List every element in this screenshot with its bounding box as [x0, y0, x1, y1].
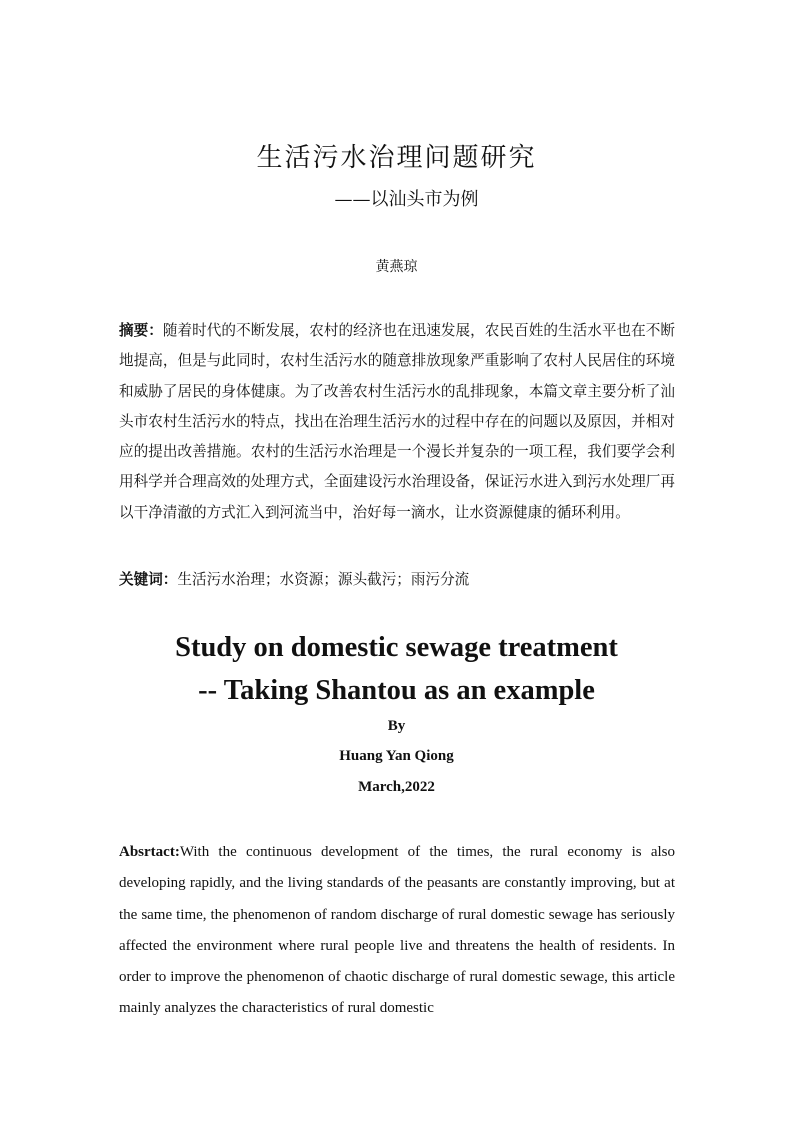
english-abstract-label: Absrtact:: [119, 844, 180, 860]
chinese-keywords-text: 生活污水治理；水资源；源头截污；雨污分流: [177, 571, 470, 588]
chinese-author: 黄燕琼: [375, 259, 418, 275]
english-abstract-text: With the continuous development of the times, the rural economy is also developing rapidly, and the living standards of the peasants are constantly improving, but at the same time, the phenomenon of random discharge of rural domestic sewage has seriously affected the environment where rural people live and threatens the health of residents. In order to improve the phenomenon of chaotic discharge of rural domestic sewage, this article mainly analyzes the characteristics of rural domestic: [119, 844, 675, 1017]
english-title-line2: -- Taking Shantou as an example: [198, 675, 595, 706]
english-abstract: [119, 837, 675, 1025]
chinese-abstract: [119, 316, 675, 528]
chinese-abstract-label: 摘要：: [119, 322, 163, 339]
chinese-abstract-text: 随着时代的不断发展，农村的经济也在迅速发展，农民百姓的生活水平也在不断地提高，但是与此同时，农村生活污水的随意排放现象严重影响了农村人民居住的环境和威胁了居民的身体健康。为了改善农村生活污水的乱排现象，本篇文章主要分析了汕头市农村生活污水的特点，找出在治理生活污水的过程中存在的问题以及原因，并相对应的提出改善措施。农村的生活污水治理是一个漫长并复杂的一项工程，我们要学会利用科学并合理高效的处理方式，全面建设污水治理设备，保证污水进入到污水处理厂再以干净清澈的方式汇入到河流当中，治好每一滴水，让水资源健康的循环利用。: [119, 322, 675, 521]
english-title-line1: Study on domestic sewage treatment: [175, 632, 618, 663]
chinese-title: 生活污水治理问题研究: [256, 143, 537, 173]
chinese-keywords-label: 关键词：: [119, 571, 178, 588]
english-author: Huang Yan Qiong: [339, 748, 454, 764]
english-date: March,2022: [358, 779, 435, 795]
chinese-keywords: [119, 565, 675, 595]
english-by: By: [387, 718, 406, 734]
chinese-subtitle: ——以汕头市为例: [334, 189, 479, 210]
english-title: [0, 626, 793, 712]
